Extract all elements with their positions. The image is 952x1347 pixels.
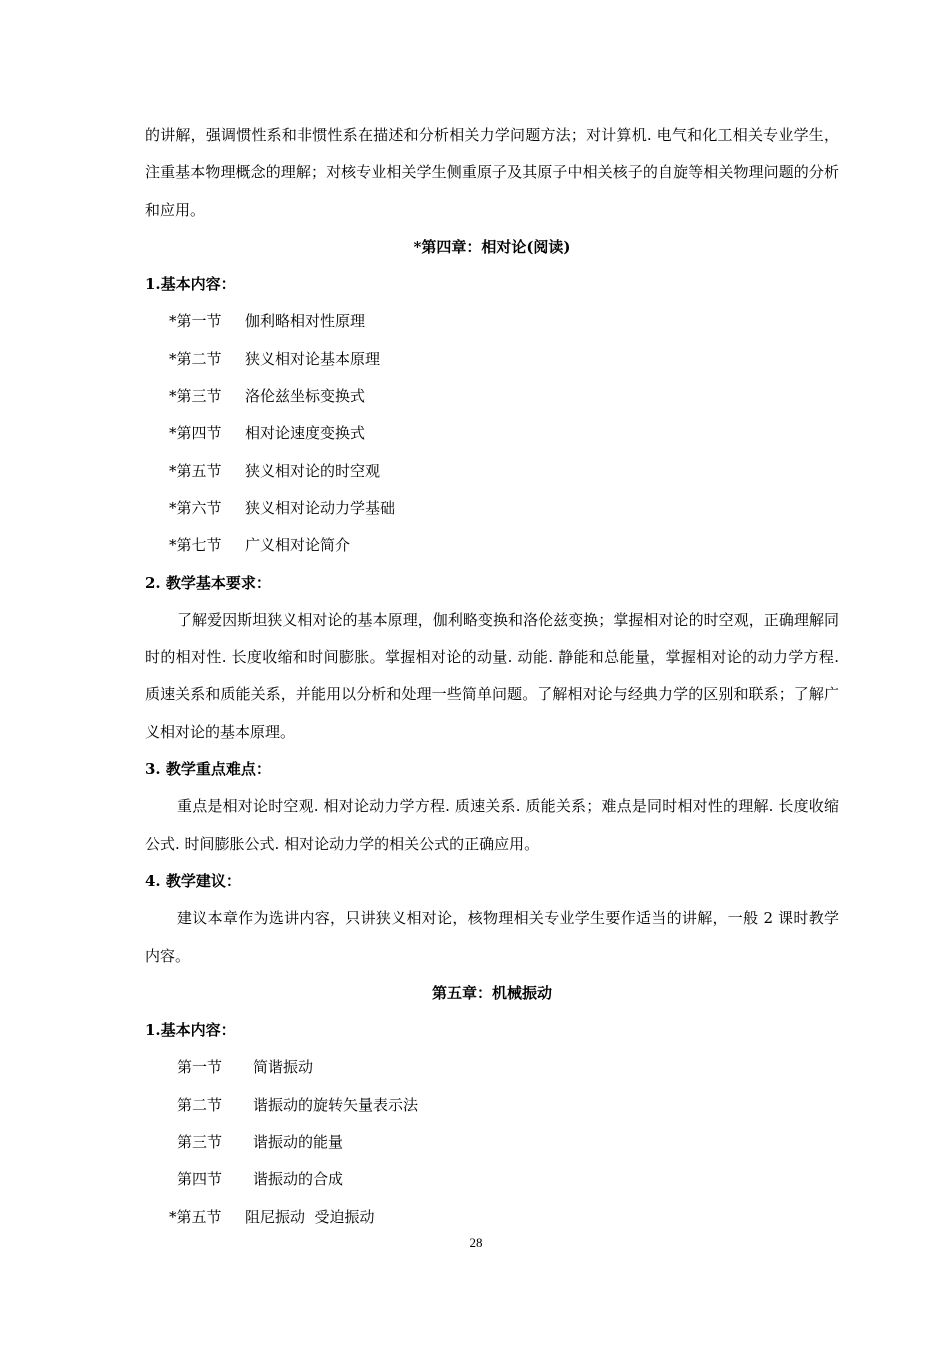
section-number: *第一节 (169, 312, 222, 331)
page-number: 28 (469, 1235, 483, 1250)
section-number: *第四节 (169, 424, 222, 443)
section-number: *第七节 (169, 536, 222, 555)
chapter4-title: *第四章：相对论(阅读) (413, 237, 571, 256)
section-title: 洛伦兹坐标变换式 (245, 387, 366, 406)
document-page (145, 117, 839, 1236)
list-item (145, 1049, 839, 1086)
section-title: 狭义相对论动力学基础 (245, 498, 396, 517)
section-number: 第二节 (177, 1095, 223, 1114)
list-item (145, 490, 839, 527)
intro-paragraph: 的讲解，强调惯性系和非惯性系在描述和分析相关力学问题方法；对计算机. 电气和化工相关专业学生，注重基本物理概念的理解；对核专业相关学生侧重原子及其原子中相关核子的自旋等相关物理问题的分析和应用。 (145, 126, 839, 219)
list-item (145, 415, 839, 452)
chapter4-key-points-heading: 3. 教学重点难点： (145, 760, 271, 779)
section-title: 谐振动的旋转矢量表示法 (253, 1095, 419, 1114)
section-number: *第五节 (169, 461, 222, 480)
section-number: *第三节 (169, 387, 222, 406)
list-item (145, 527, 839, 564)
chapter4-suggestions-text: 建议本章作为选讲内容，只讲狭义相对论，核物理相关专业学生要作适当的讲解，一般 2 课时教学内容。 (145, 909, 839, 965)
section-number: *第五节 (169, 1207, 222, 1226)
section-title: 谐振动的合成 (253, 1170, 344, 1189)
chapter5-section-list (145, 1049, 839, 1235)
list-item (145, 1124, 839, 1161)
list-item (145, 303, 839, 340)
section-number: *第二节 (169, 349, 222, 368)
section-title: 狭义相对论基本原理 (245, 349, 381, 368)
list-item (145, 1161, 839, 1198)
section-title: 谐振动的能量 (253, 1133, 344, 1152)
chapter4-requirements-heading: 2. 教学基本要求： (145, 573, 271, 592)
list-item (145, 1087, 839, 1124)
chapter4-requirements-text: 了解爱因斯坦狭义相对论的基本原理，伽利略变换和洛伦兹变换；掌握相对论的时空观，正确理解同时的相对性. 长度收缩和时间膨胀。掌握相对论的动量. 动能. 静能和总能量，掌握相对论的动力学方程. 质速关系和质能关系，并能用以分析和处理一些简单问题。了解相对论与经典力学的区别和联系；了解广义相对论的基本原理。 (145, 610, 839, 741)
section-number: *第六节 (169, 498, 222, 517)
chapter4-basic-content-heading: 1.基本内容： (145, 275, 236, 294)
section-title: 广义相对论简介 (245, 536, 351, 555)
section-number: 第一节 (177, 1058, 223, 1077)
chapter4-suggestions-heading: 4. 教学建议： (145, 871, 241, 890)
chapter5-title: 第五章：机械振动 (431, 983, 552, 1002)
list-item (145, 1199, 839, 1236)
section-title: 狭义相对论的时空观 (245, 461, 381, 480)
section-number: 第四节 (177, 1170, 223, 1189)
chapter5-basic-content-heading: 1.基本内容： (145, 1021, 236, 1040)
chapter4-key-points-text: 重点是相对论时空观. 相对论动力学方程. 质速关系. 质能关系；难点是同时相对性的理解. 长度收缩公式. 时间膨胀公式. 相对论动力学的相关公式的正确应用。 (145, 797, 839, 853)
section-title: 阻尼振动 受迫振动 (245, 1207, 375, 1226)
chapter4-section-list (145, 303, 839, 564)
section-title: 伽利略相对性原理 (245, 312, 366, 331)
section-title: 相对论速度变换式 (245, 424, 366, 443)
section-title: 简谐振动 (253, 1058, 314, 1077)
list-item (145, 453, 839, 490)
list-item (145, 378, 839, 415)
section-number: 第三节 (177, 1133, 223, 1152)
list-item (145, 341, 839, 378)
